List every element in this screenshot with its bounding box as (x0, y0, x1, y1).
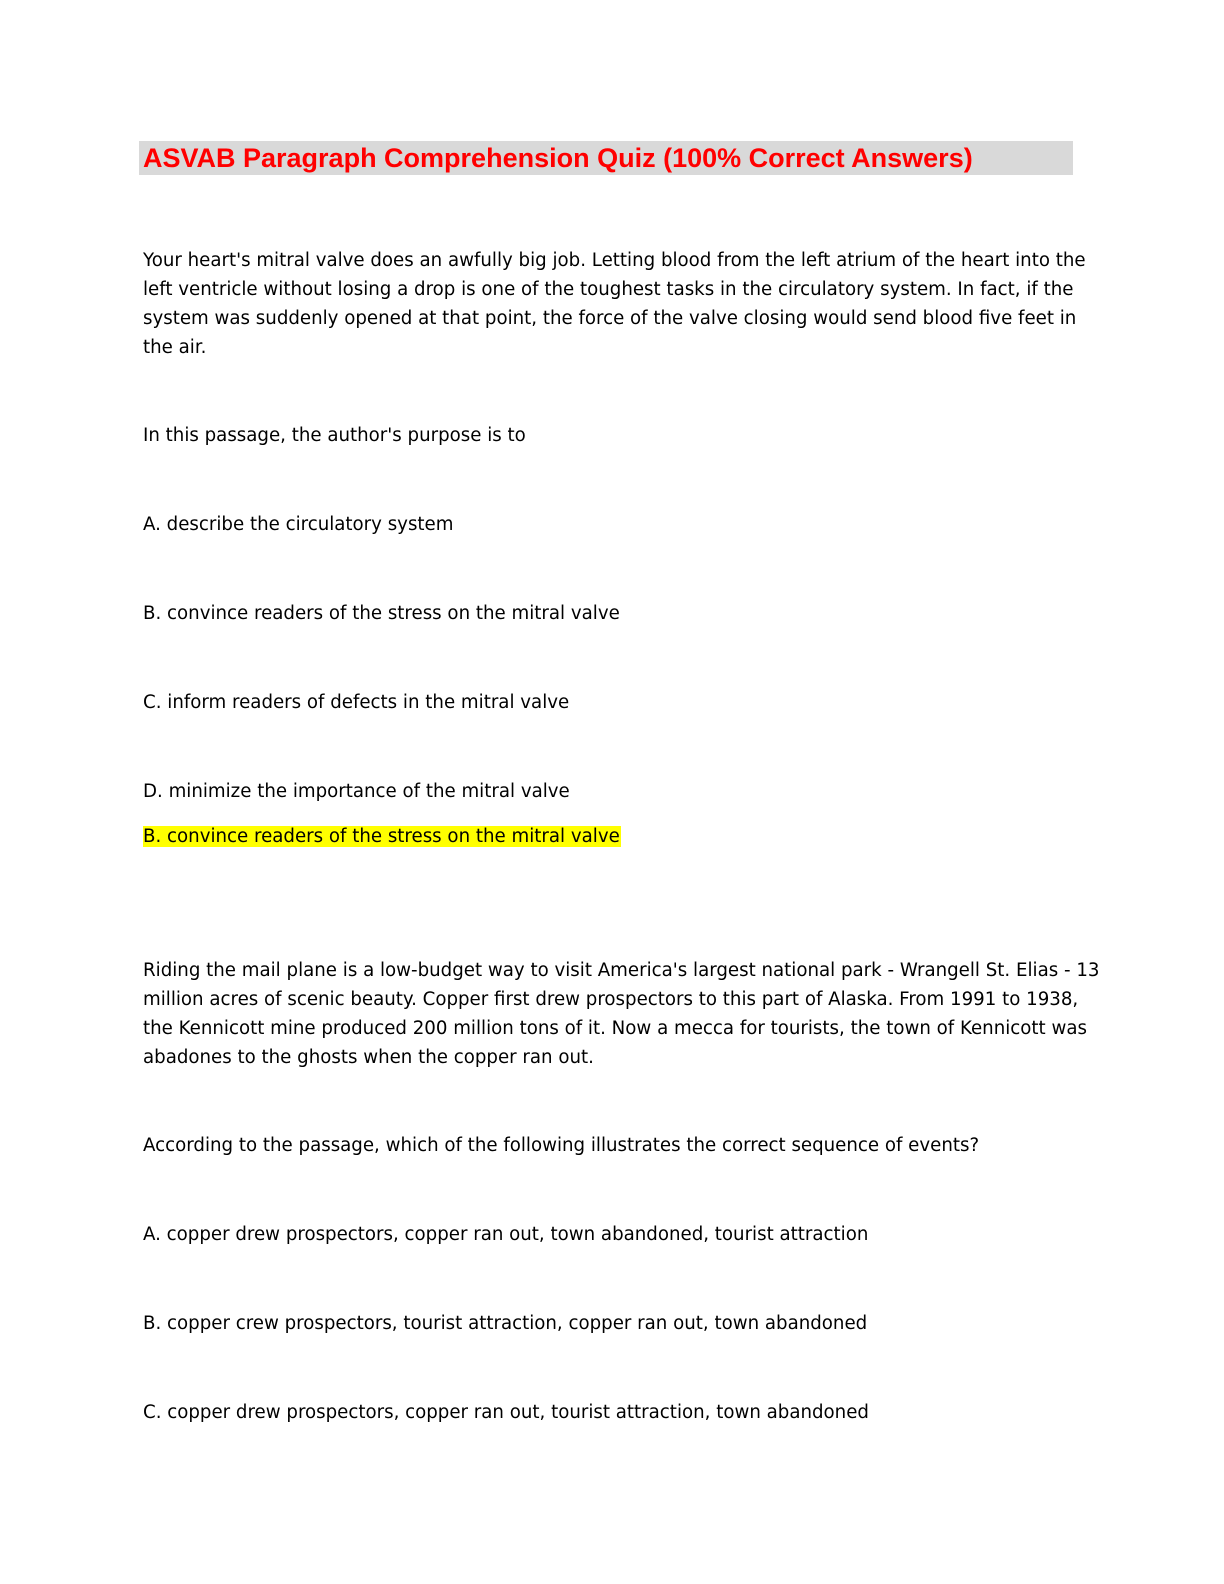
q1-passage (143, 246, 1086, 362)
q2-passage (143, 956, 1099, 1072)
q2-option-b: B. copper crew prospectors, tourist attraction, copper ran out, town abandoned (143, 1313, 868, 1334)
q2-passage-line: abadones to the ghosts when the copper ran out. (143, 1047, 594, 1068)
q2-option-a: A. copper drew prospectors, copper ran out, town abandoned, tourist attraction (143, 1224, 869, 1245)
q2-passage-line: Riding the mail plane is a low-budget way to visit America's largest national park - Wrangell St. Elias - 13 (143, 960, 1100, 981)
q2-question: According to the passage, which of the following illustrates the correct sequence of events? (143, 1135, 980, 1156)
q1-question: In this passage, the author's purpose is to (143, 425, 526, 446)
q1-option-b: B. convince readers of the stress on the mitral valve (143, 603, 620, 624)
q2-passage-line: the Kennicott mine produced 200 million tons of it. Now a mecca for tourists, the town of Kennicott was (143, 1018, 1087, 1039)
q1-option-c: C. inform readers of defects in the mitral valve (143, 692, 570, 713)
q1-passage-line: Your heart's mitral valve does an awfully big job. Letting blood from the left atrium of the heart into the (143, 250, 1086, 271)
q2-option-c: C. copper drew prospectors, copper ran out, tourist attraction, town abandoned (143, 1402, 869, 1423)
q1-option-d: D. minimize the importance of the mitral valve (143, 781, 570, 802)
q1-answer (143, 822, 621, 851)
q1-passage-line: the air. (143, 337, 207, 358)
q1-passage-line: system was suddenly opened at that point, the force of the valve closing would send blood five feet in (143, 308, 1077, 329)
q1-option-a: A. describe the circulatory system (143, 514, 454, 535)
page-title: ASVAB Paragraph Comprehension Quiz (100% Correct Answers) (143, 143, 973, 173)
q2-passage-line: million acres of scenic beauty. Copper first drew prospectors to this part of Alaska. From 1991 to 1938, (143, 989, 1079, 1010)
q1-answer-highlight: B. convince readers of the stress on the mitral valve (143, 826, 620, 847)
q1-passage-line: left ventricle without losing a drop is one of the toughest tasks in the circulatory system. In fact, if the (143, 279, 1074, 300)
